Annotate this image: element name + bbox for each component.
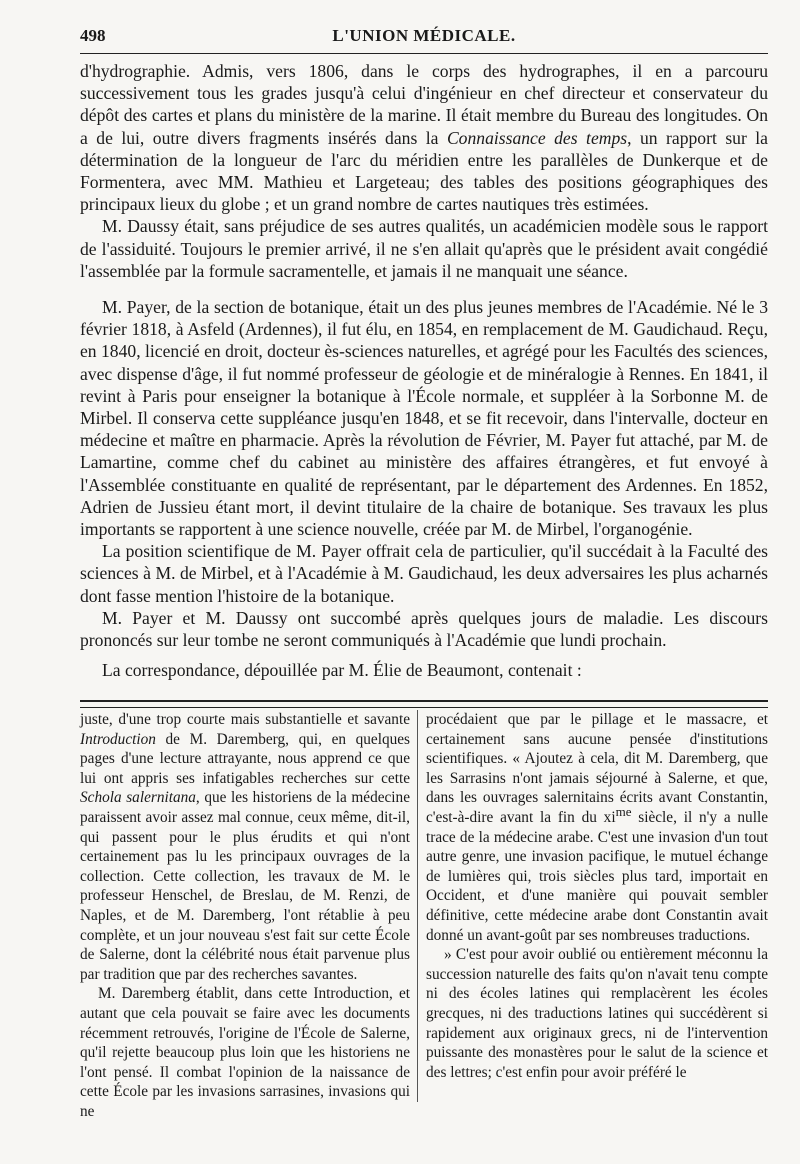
paragraph-text: de M. Daremberg, qui, en quelques pages d'une lecture attrayante, nous apprend ce que lui ont appris ses infatigables recherches sur cette bbox=[80, 730, 410, 787]
feuilleton-divider bbox=[80, 700, 768, 708]
paragraph-text: juste, d'une trop courte mais substantielle et savante bbox=[80, 711, 410, 728]
column-separator bbox=[417, 710, 418, 1102]
running-title: L'UNION MÉDICALE. bbox=[332, 26, 516, 45]
page-number: 498 bbox=[80, 26, 106, 45]
paragraph-text: siècle, il n'y a nulle trace de la médecine arabe. C'est une invasion d'un tout autre genre, une invasion pacifique, le mutuel échange de lumières qui, trois siècles plus tard, importait en Occident, et d'une manière qui pouvait sembler définitive, cette médecine arabe dont Constantin avait donné un avant-goût par ses nombreuses traductions. bbox=[426, 808, 768, 944]
paragraph-succession: » C'est pour avoir oublié ou entièrement méconnu la succession naturelle des faits qu'on n'avait tenu compte ni des écoles latines qui remplacèrent les écoles grecques, ni des traductions latines qui succédèrent si rapidement aux originaux grecs, ni de l'intervention puissante des monastères pour le salut de la science et des lettres; c'est enfin pour avoir préféré le bbox=[426, 946, 768, 1081]
italic-title: Schola salernitana bbox=[80, 789, 196, 807]
paragraph-text: d'hydrographie. Admis, vers 1806, dans le corps des hydrographes, il en a parcouru successivement tous les grades jusqu'à celui d'ingénieur en chef directeur et conservateur du dépôt des cartes et plans du ministère de la marine. Il était membre du Bureau des longitudes. On a de lui, outre divers fragments insérés dans la bbox=[80, 61, 768, 148]
paragraph-daussy: M. Daussy était, sans préjudice de ses autres qualités, un académicien modèle sous le rapport de l'assiduité. Toujours le premier arrivé, il ne s'en allait qu'après que le président avait congédié l'assemblée par la formule sacramentelle, et jamais il ne manquait une séance. bbox=[80, 216, 768, 281]
italic-title: Introduction bbox=[80, 730, 156, 748]
paragraph-daremberg: M. Daremberg établit, dans cette Introduction, et autant que cela pouvait se faire avec les documents récemment retrouvés, l'origine de l'École de Salerne, qu'il rejette beaucoup plus loin que les historiens ne l'ont pensé. Il combat l'opinion de la naissance de cette École par les invasions sarrasines, invasions qui ne bbox=[80, 985, 410, 1120]
feuilleton-right-column bbox=[426, 710, 768, 1082]
main-text bbox=[80, 60, 768, 681]
paragraph-deaths: M. Payer et M. Daussy ont succombé après quelques jours de maladie. Les discours prononcés sur leur tombe ne seront communiqués à l'Académie que lundi prochain. bbox=[80, 607, 768, 651]
page-header bbox=[80, 26, 768, 56]
paragraph-text: procédaient que par le pillage et le massacre, et certainement sans aucune pensée d'institutions scientifiques. « Ajoutez à cela, dit M. Daremberg, que les Sarrasins n'ont jamais séjourné à Salerne, et que, dans les ouvrages salernitains écrits avant Constantin, c'est-à-dire avant la fin du xi bbox=[426, 711, 768, 826]
paragraph-payer: M. Payer, de la section de botanique, était un des plus jeunes membres de l'Académie. Né le 3 février 1818, à Asfeld (Ardennes), il fut élu, en 1854, en remplacement de M. Gaudichaud. Reçu, en 1840, licencié en droit, docteur ès-sciences naturelles, et agrégé pour les Facultés des sciences, avec dispense d'âge, il fut nommé professeur de géologie et de minéralogie à Rennes. En 1841, il revint à Paris pour enseigner la botanique à l'École normale, et suppléer à la Sorbonne M. de Mirbel. Il conserva cette suppléance jusqu'en 1848, et se fit recevoir, dans l'intervalle, docteur en médecine et maître en pharmacie. Après la révolution de Février, M. Payer fut attaché, par M. de Lamartine, comme chef du cabinet au ministère des affaires étrangères, et fut envoyé à l'Assemblée constituante en qualité de représentant, par le département des Ardennes. En 1852, Adrien de Jussieu étant mort, il devint titulaire de la chaire de botanique. Ses travaux les plus importants se rapportent à une science nouvelle, créée par M. de Mirbel, l'organogénie. bbox=[80, 297, 768, 540]
paragraph-correspondance: La correspondance, dépouillée par M. Élie de Beaumont, contenait : bbox=[102, 660, 582, 681]
paragraph-sarrasins bbox=[426, 710, 768, 945]
feuilleton-left-column bbox=[80, 710, 410, 1121]
italic-title: Connaissance des temps bbox=[446, 127, 628, 148]
header-rule bbox=[80, 53, 768, 54]
paragraph-hydrographie bbox=[80, 60, 768, 215]
paragraph-text: , un rapport sur la détermination de la longueur de l'arc du méridien entre les parallèles de Dunkerque et de Formentera, avec MM. Mathieu et Largeteau; des tables des positions géographiques des principaux lieux du globe ; et un grand nombre de cartes nautiques très estimées. bbox=[80, 127, 768, 215]
paragraph-text: , que les historiens de la médecine paraissent avoir assez mal connue, ceux même, dit-il, qui passent pour le plus érudits et qui n'ont certainement pas lu les principaux ouvrages de la collection. Cette collection, les travaux de M. le professeur Henschel, de Breslau, de M. Renzi, de Naples, et de M. Daremberg, l'ont rétablie à peu complète, et un jour nouveau s'est fait sur cette École de Salerne, dont la célébrité nous était parvenue plus par tradition que par des recherches savantes. bbox=[80, 789, 410, 983]
superscript: me bbox=[615, 803, 632, 819]
paragraph-introduction bbox=[80, 710, 410, 984]
paragraph-payer-position: La position scientifique de M. Payer offrait cela de particulier, qu'il succédait à la Faculté des sciences à M. de Mirbel, et à l'Académie à M. Gaudichaud, les deux adversaires les plus acharnés dont fasse mention l'histoire de la botanique. bbox=[80, 541, 768, 606]
